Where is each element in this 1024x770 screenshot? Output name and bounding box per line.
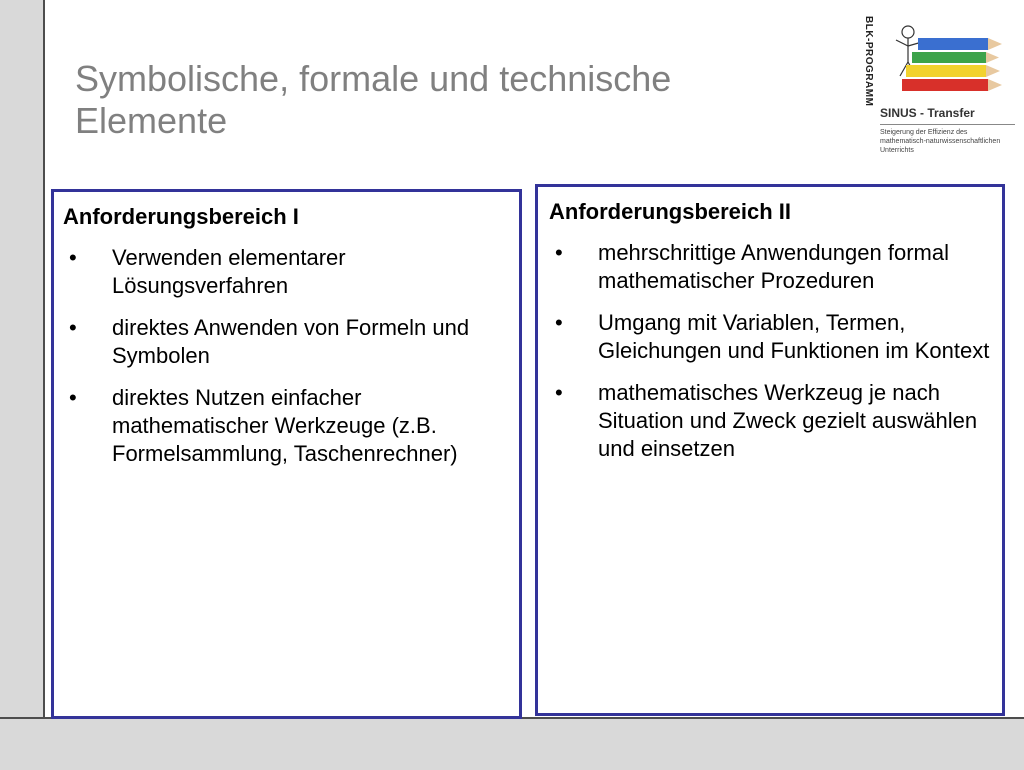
logo-name: SINUS - Transfer bbox=[880, 106, 975, 120]
list-item: • direktes Nutzen einfacher mathematischer Werkzeuge (z.B. Formelsammlung, Taschenrechner) bbox=[69, 385, 458, 466]
list-item: • Umgang mit Variablen, Termen, Gleichungen und Funktionen im Kontext bbox=[555, 310, 990, 363]
left-frame-bar bbox=[0, 0, 45, 768]
requirement-box-2 bbox=[535, 184, 1005, 716]
box1-list bbox=[63, 244, 513, 468]
bullet-icon: • bbox=[69, 385, 77, 410]
requirement-box-1 bbox=[51, 189, 522, 719]
slide-title: Symbolische, formale und technische Elemente bbox=[75, 58, 672, 141]
bullet-icon: • bbox=[69, 245, 77, 270]
list-item: • mathematisches Werkzeug je nach Situation und Zweck gezielt auswählen und einsetzen bbox=[555, 380, 978, 461]
bullet-icon: • bbox=[555, 380, 563, 405]
box2-heading: Anforderungsbereich II bbox=[549, 199, 792, 224]
list-item: • mehrschrittige Anwendungen formal mathematischer Prozeduren bbox=[555, 240, 949, 293]
box1-heading: Anforderungsbereich I bbox=[63, 204, 299, 229]
list-item: • Verwenden elementarer Lösungsverfahren bbox=[69, 245, 346, 298]
pencils-logo-icon bbox=[878, 14, 1018, 104]
bullet-icon: • bbox=[555, 240, 563, 265]
bullet-icon: • bbox=[69, 315, 77, 340]
sinus-logo bbox=[858, 14, 1018, 154]
bottom-frame-bar bbox=[0, 717, 1024, 770]
bullet-icon: • bbox=[555, 310, 563, 335]
list-item: • direktes Anwenden von Formeln und Symbolen bbox=[69, 315, 470, 368]
box2-list bbox=[549, 239, 999, 463]
logo-vertical-text: BLK-PROGRAMM bbox=[863, 16, 874, 107]
logo-subtitle: Steigerung der Effizienz des mathematisch-naturwissenschaftlichen Unterrichts bbox=[880, 124, 1015, 155]
